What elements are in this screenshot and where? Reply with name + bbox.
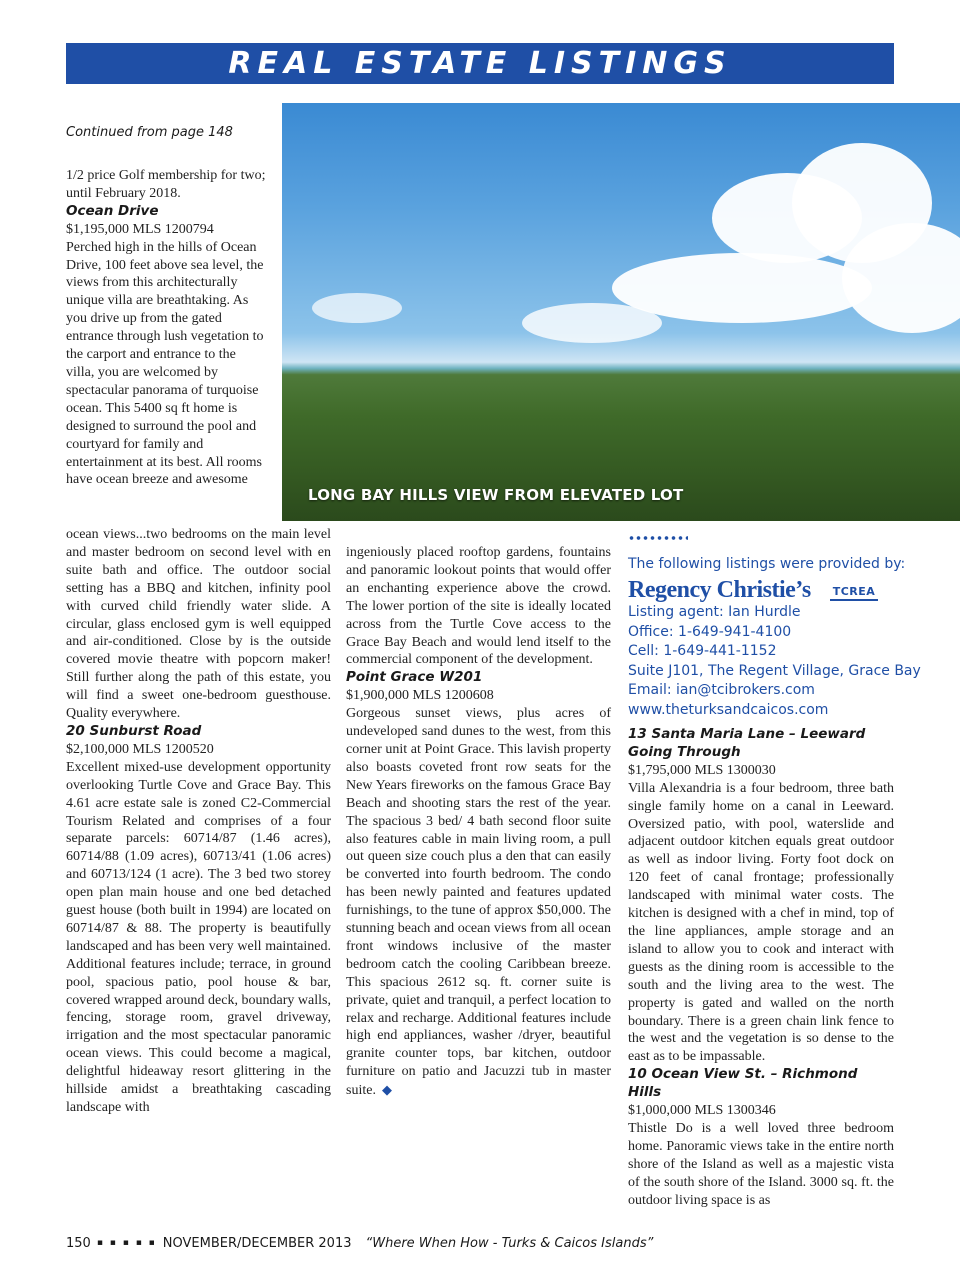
continued-note: Continued from page 148 xyxy=(66,125,233,140)
listing-photo xyxy=(282,103,960,521)
column-2 xyxy=(346,544,611,1100)
listing-price-ocean-drive: $1,195,000 MLS 1200794 xyxy=(66,221,214,237)
cloud-shape xyxy=(522,303,662,343)
cell-phone: Cell: 1-649-441-1152 xyxy=(628,643,777,659)
listing-price-ocean-view: $1,000,000 MLS 1300346 xyxy=(628,1103,776,1119)
website-link[interactable]: www.theturksandcaicos.com xyxy=(628,701,829,718)
end-mark-icon: ◆ xyxy=(381,1082,392,1098)
listing-price-sunburst: $2,100,000 MLS 1200520 xyxy=(66,741,214,757)
partner-logo: TCREA xyxy=(830,585,878,601)
column-1-top xyxy=(66,167,266,489)
banner-title: REAL ESTATE LISTINGS xyxy=(228,46,732,81)
listing-heading-ocean-drive: Ocean Drive xyxy=(66,202,159,219)
photo-caption: LONG BAY HILLS VIEW FROM ELEVATED LOT xyxy=(308,486,684,504)
listing-heading-ocean-view: 10 Ocean View St. – Richmond Hills xyxy=(628,1066,858,1101)
brand-logo-text: Regency Christie’s xyxy=(628,577,811,603)
provided-by-label: The following listings were provided by: xyxy=(628,556,906,572)
listing-heading-santa-maria: 13 Santa Maria Lane – Leeward xyxy=(628,726,866,742)
listing-text-santa-maria: Villa Alexandria is a four bedroom, three bath single family home on a canal in Leeward. Oversized patio, with pool, waterslide and adjacent outdoor kitchen equals great outdoor as well as indoor living. Forty foot dock on 120 feet of canal frontage; professionally landscaped with minimal water costs. The kitchen is designed with a chef in mind, top of the line appliances, ample storage and an island to allow you to cook and interact with guests as the dining room is accessible to the south and the living area to the west. The property is gated and walled on the north boundary. There is a green chain link fence to the west and the vegetation is so dense to the east as to be impassable. xyxy=(628,780,894,1065)
listing-text-point-grace: Gorgeous sunset views, plus acres of undeveloped sand dunes to the west, from this corner unit at Point Grace. This lavish property also boasts coveted front row seats for the New Years fireworks on the famous Grace Bay Beach and shooting stars the rest of the year. The spacious 3 bed/ 4 bath second floor suite also features cable in main living room, a pull out queen size couch plus a den that can easily be converted into fourth bedroom. The condo has been newly painted and features updated furnishings, to the tune of approx $50,000. The stunning beach and ocean views from all ocean front windows inclusive of the master bedroom catch the cooling Caribbean breeze. This spacious 2612 sq. ft. corner suite is private, quiet and tranquil, a perfect location to relax and recharge. Additional features include high end appliances, washer /dryer, beautiful granite counter tops, bar kitchen, outdoor furniture on patio and Jacuzzi tub in master suite. xyxy=(346,706,611,1099)
office-address: Suite J101, The Regent Village, Grace Bay xyxy=(628,662,921,679)
column-1-bottom xyxy=(66,526,331,1117)
email-link[interactable]: Email: ian@tcibrokers.com xyxy=(628,682,815,698)
listing-text-ocean-drive-a: Perched high in the hills of Ocean Drive, 100 feet above sea level, the views from this architecturally unique villa are breathtaking. As you drive up from the gated entrance through lush vegetation to the carport and entrance to the villa, you are welcomed by spectacular panorama of turquoise ocean. This 5400 sq ft home is designed to surround the pool and courtyard for family and entertainment at its best. All rooms have ocean breeze and awesome xyxy=(66,239,264,488)
listing-agent: Listing agent: Ian Hurdle xyxy=(628,604,801,620)
listing-text-sunburst: Excellent mixed-use development opportunity overlooking Turtle Cove and Grace Bay. This 4.61 acre estate sale is zoned C2-Commercial Tourism Related and comprises of a four separate parcels: 60714/87 (1.46 acres), 60714/88 (1.09 acres), 60713/41 (1.06 acres) and 60713/124 (1 acre). The 3 bed two storey open plan main house and one bed detached guest house (both built in 1994) are located on 60714/87 & 88. The property is beautifully landscaped and has been very well maintained. Additional features include; terrace, in ground pool, spacious patio, pool house & bar, covered wrapped around deck, boundary walls, fencing, storage room, gravel driveway, irrigation and the most spectacular panoramic ocean views. This could become a magical, delightful hideaway resort glittering in the hillside amidst a breathtaking cascading landscape with xyxy=(66,759,331,1115)
cloud-shape xyxy=(312,293,402,323)
dotted-divider xyxy=(628,535,688,541)
page-number: 150 xyxy=(66,1236,91,1251)
listing-price-point-grace: $1,900,000 MLS 1200608 xyxy=(346,688,494,704)
title-banner xyxy=(66,43,894,84)
publication-tagline: “Where When How - Turks & Caicos Islands” xyxy=(365,1236,654,1251)
column-3 xyxy=(628,726,894,1209)
issue-date: NOVEMBER/DECEMBER 2013 xyxy=(162,1236,352,1251)
listing-text-ocean-drive-b: ocean views...two bedrooms on the main level and master bedroom on second level with en suite bath and office. The outdoor social setting has a BBQ and kitchen, infinity pool with curved child friendly water slide. A circular, glass enclosed gym is well equipped and air-conditioned. Close by is the outside covered movie theatre with popcorn maker! Still further along the path of this estate, you will find a sweet one-bedroom guesthouse. Quality everywhere. xyxy=(66,527,331,722)
listing-heading-sunburst: 20 Sunburst Road xyxy=(66,722,202,739)
contact-block xyxy=(628,603,921,720)
listing-text-ocean-view: Thistle Do is a well loved three bedroom home. Panoramic views take in the entire north shore of the Island as well as a majestic vista of the south shore of the Island. 3000 sq. ft. the outdoor living space is as xyxy=(628,1120,894,1208)
listing-text-sunburst-continued: ingeniously placed rooftop gardens, fountains and panoramic lookout points that would offer an enchanting experience above the crowd. The lower portion of the site is ideally located across from the Turtle Cove access to the Grace Bay Beach and would lend itself to the commercial component of the development. xyxy=(346,545,611,668)
office-phone: Office: 1-649-941-4100 xyxy=(628,623,792,640)
listing-heading-santa-maria-2: Going Through xyxy=(628,743,741,760)
listing-price-santa-maria: $1,795,000 MLS 1300030 xyxy=(628,762,776,778)
page-footer xyxy=(66,1236,653,1251)
intro-text: 1/2 price Golf membership for two; until February 2018. xyxy=(66,168,266,201)
listing-heading-point-grace: Point Grace W201 xyxy=(346,669,483,686)
footer-separator: ▪ ▪ ▪ ▪ ▪ xyxy=(96,1238,157,1248)
